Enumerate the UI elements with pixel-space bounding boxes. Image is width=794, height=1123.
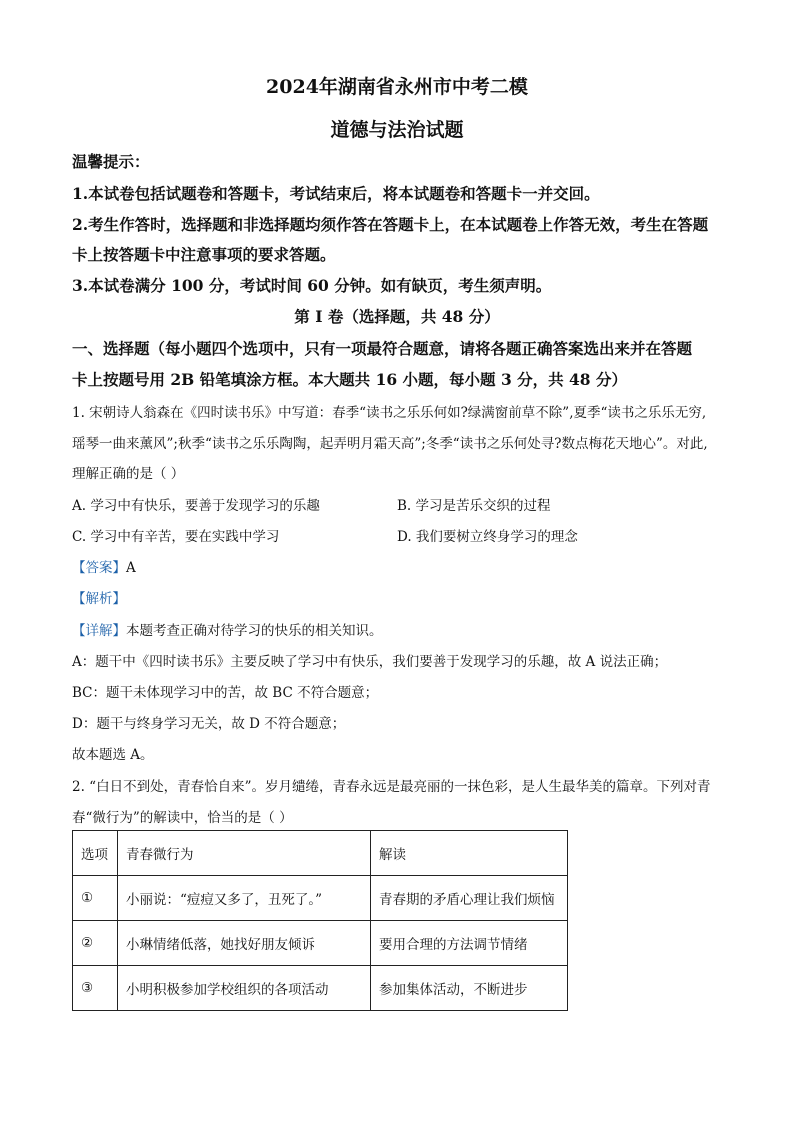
table-cell: 小琳情绪低落，她找好朋友倾诉 [118,921,371,966]
q1-analysis-tag: 【解析】 [72,591,126,607]
table-cell: 小明积极参加学校组织的各项活动 [118,966,371,1011]
detail-text: 本题考查正确对待学习的快乐的相关知识。 [126,623,383,639]
table-cell: 小丽说：“痘痘又多了，丑死了。” [118,876,371,921]
table-cell: 青春期的矛盾心理让我们烦恼 [371,876,568,921]
q2-stem-line-1: 2. “白日不到处，青春恰自来”。岁月缱绻，青春永远是最亮丽的一抹色彩，是人生最华美的篇章。下列对青 [72,779,711,795]
notice-item-3: 3.本试卷满分 100 分，考试时间 60 分钟。如有缺页，考生须声明。 [72,276,552,295]
exam-subtitle: 道德与法治试题 [330,119,464,141]
table-header-row [73,831,568,876]
table-row [73,876,568,921]
q1-explanation-d: D：题干与终身学习无关，故 D 不符合题意； [72,716,346,732]
q1-option-d: D. 我们要树立终身学习的理念 [397,529,578,545]
q2-stem-line-2: 春“微行为”的解读中，恰当的是（ ） [72,810,293,826]
table-row [73,921,568,966]
table-cell: 要用合理的方法调节情绪 [371,921,568,966]
q1-stem-line-1: 1. 宋朝诗人翁森在《四时读书乐》中写道：春季“读书之乐乐何如?绿满窗前草不除”,夏季“读书之乐乐无穷, [72,405,707,421]
q1-option-a: A. 学习中有快乐，要善于发现学习的乐趣 [72,498,320,514]
table-cell: ③ [73,966,118,1011]
section-instruction-line-1: 一、选择题（每小题四个选项中，只有一项最符合题意，请将各题正确答案选出来并在答题 [72,339,693,358]
notice-item-1: 1.本试卷包括试题卷和答题卡，考试结束后，将本试题卷和答题卡一并交回。 [72,184,600,203]
q1-stem-line-2: 瑶琴一曲来薰风”;秋季“读书之乐乐陶陶，起弄明月霜天高”;冬季“读书之乐何处寻?数点梅花天地心”。对此, [72,436,708,452]
table-header-cell: 青春微行为 [118,831,371,876]
exam-title: 2024年湖南省永州市中考二模 [266,76,528,98]
answer-tag: 【答案】 [72,560,126,576]
table-header-cell: 选项 [73,831,118,876]
q1-explanation-a: A：题干中《四时读书乐》主要反映了学习中有快乐，我们要善于发现学习的乐趣，故 A 说法正确； [72,654,668,670]
section-instruction-line-2: 卡上按题号用 2B 铅笔填涂方框。本大题共 16 小题，每小题 3 分，共 48 分） [72,370,627,389]
table-header-cell: 解读 [371,831,568,876]
table-cell: ② [73,921,118,966]
q1-detail [72,619,383,639]
q1-option-c: C. 学习中有辛苦，要在实践中学习 [72,529,280,545]
table-row [73,966,568,1011]
q2-table [72,830,568,1011]
answer-value: A [126,560,136,576]
q1-answer [72,556,136,576]
q1-explanation-bc: BC：题干未体现学习中的苦，故 BC 不符合题意； [72,685,379,701]
q1-option-b: B. 学习是苦乐交织的过程 [397,498,551,514]
q1-stem-line-3: 理解正确的是（ ） [72,466,185,482]
notice-item-2-line-1: 2.考生作答时，选择题和非选择题均须作答在答题卡上，在本试题卷上作答无效，考生在答题 [72,215,709,234]
section-title: 第 I 卷（选择题，共 48 分） [294,307,500,326]
notice-item-2-line-2: 卡上按答题卡中注意事项的要求答题。 [72,245,336,264]
detail-tag: 【详解】 [72,623,126,639]
table-cell: ① [73,876,118,921]
notice-heading: 温馨提示： [72,152,150,171]
table-cell: 参加集体活动，不断进步 [371,966,568,1011]
q1-conclusion: 故本题选 A。 [72,747,154,763]
